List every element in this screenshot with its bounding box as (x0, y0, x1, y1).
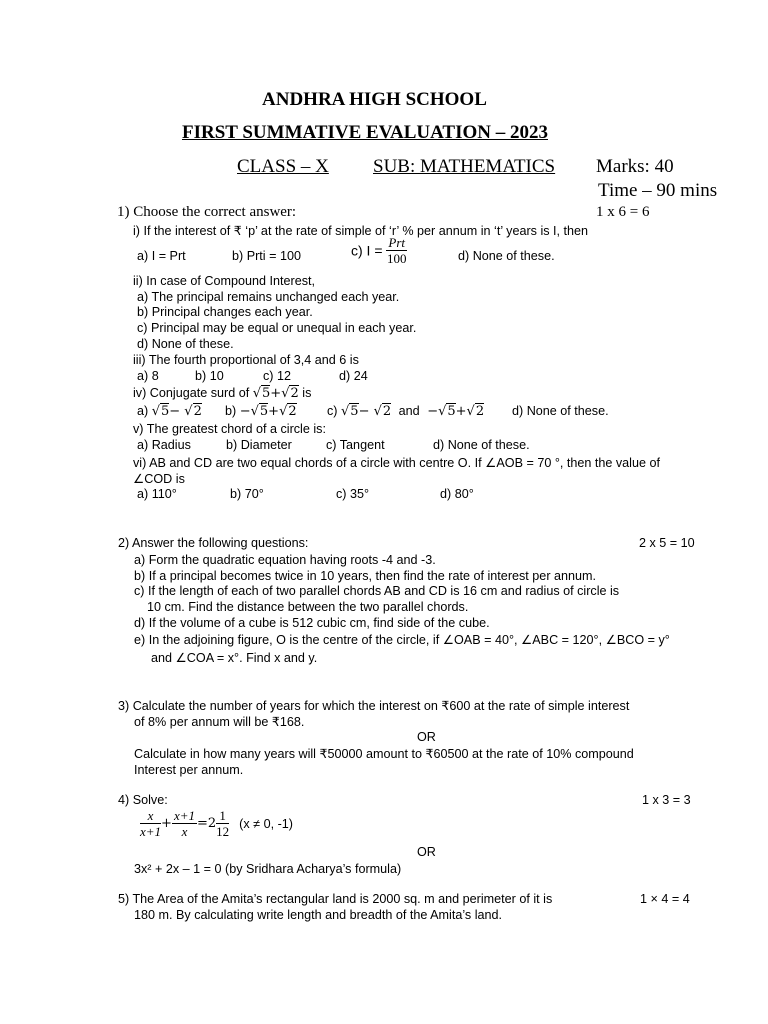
q3-line-1: 3) Calculate the number of years for which the interest on ₹600 at the rate of simple interest (118, 699, 630, 713)
q2-part-c-cont: 10 cm. Find the distance between the two parallel chords. (147, 600, 469, 614)
q1-marks: 1 x 6 = 6 (596, 204, 650, 220)
surd-expression: −√5+√2 (427, 404, 485, 419)
fraction: $\frac{1}{12}$ (216, 808, 230, 839)
q1-i-stem: i) If the interest of ₹ ‘p’ at the rate of simple of ‘r’ % per annum in ‘t’ years is I, then (133, 224, 589, 238)
q1-iv-stem-suffix: is (302, 386, 312, 400)
q1-iv-stem-prefix: iv) Conjugate surd of (133, 386, 250, 400)
q3-line-4: Interest per annum. (134, 763, 244, 777)
subject-label: SUB: MATHEMATICS (373, 156, 556, 177)
marks-label: Marks: 40 (596, 156, 674, 177)
q1-iv-option-b-label: b) (225, 404, 237, 418)
q4-heading: 4) Solve: (118, 793, 168, 807)
fraction-denominator: 100 (386, 251, 407, 266)
q4-marks: 1 x 3 = 3 (642, 793, 691, 807)
q1-ii-stem: ii) In case of Compound Interest, (133, 274, 316, 288)
q1-ii-option-d: d) None of these. (137, 337, 234, 351)
q1-vi-option-c: c) 35° (336, 487, 370, 501)
surd-expression: √5+√2 (252, 386, 299, 401)
surd-expression: √5− √2 (151, 404, 202, 419)
school-name: ANDHRA HIGH SCHOOL (262, 89, 487, 110)
q1-ii-option-c: c) Principal may be equal or unequal in each year. (137, 321, 417, 335)
q1-vi-stem-cont: ∠COD is (133, 472, 185, 486)
surd-expression: −√5+√2 (239, 404, 297, 419)
q1-iii-option-d: d) 24 (339, 369, 368, 383)
q2-part-c: c) If the length of each of two parallel chords AB and CD is 16 cm and radius of circle is (134, 584, 620, 598)
q2-part-e-cont: and ∠COA = x°. Find x and y. (151, 651, 318, 665)
q2-part-b: b) If a principal becomes twice in 10 years, then find the rate of interest per annum. (134, 569, 597, 583)
q1-heading: 1) Choose the correct answer: (117, 204, 297, 220)
q1-ii-option-b: b) Principal changes each year. (137, 305, 313, 319)
q4-or: OR (417, 845, 436, 859)
time-label: Time – 90 mins (598, 180, 718, 201)
q1-v-option-c: c) Tangent (326, 438, 385, 452)
q1-iv-option-c-label: c) (327, 404, 338, 418)
class-label: CLASS – X (237, 156, 329, 177)
q1-i-option-a: a) I = Prt (137, 249, 186, 263)
q1-iii-option-b: b) 10 (195, 369, 224, 383)
q1-v-option-b: b) Diameter (226, 438, 292, 452)
q1-vi-option-d: d) 80° (440, 487, 474, 501)
q3-line-3: Calculate in how many years will ₹50000 amount to ₹60500 at the rate of 10% compound (134, 747, 634, 761)
surd-expression: √5− √2 (341, 404, 392, 419)
q1-i-option-c (351, 236, 407, 265)
q5-line-2: 180 m. By calculating write length and breadth of the Amita’s land. (134, 908, 503, 922)
q1-v-option-d: d) None of these. (433, 438, 530, 452)
q2-marks: 2 x 5 = 10 (639, 536, 695, 550)
q1-v-stem: v) The greatest chord of a circle is: (133, 422, 326, 436)
q1-iv-stem (133, 386, 311, 401)
q2-heading: 2) Answer the following questions: (118, 536, 309, 550)
q1-vi-stem: vi) AB and CD are two equal chords of a circle with centre O. If ∠AOB = 70 °, then the value of (133, 456, 660, 470)
q1-iv-option-d: d) None of these. (512, 404, 609, 418)
fraction: $\frac{x+1}{x}$ (173, 808, 195, 839)
q1-iv-option-a-label: a) (137, 404, 149, 418)
q1-v-option-a: a) Radius (137, 438, 191, 452)
q1-iii-stem: iii) The fourth proportional of 3,4 and 6 is (133, 353, 359, 367)
q1-iii-option-a: a) 8 (137, 369, 159, 383)
q3-or: OR (417, 730, 436, 744)
q1-iv-and: and (398, 404, 420, 418)
q1-ii-option-a: a) The principal remains unchanged each year. (137, 290, 400, 304)
q2-part-e: e) In the adjoining figure, O is the centre of the circle, if ∠OAB = 40°, ∠ABC = 120°, ∠BCO = y° (134, 633, 670, 647)
q4-equation: $\frac{x}{x+1}$ + $\frac{x+1}{x}$ =2 $\frac{1}{12}$ (x ≠ 0, -1) (140, 808, 293, 839)
exam-title: FIRST SUMMATIVE EVALUATION – 2023 (182, 122, 548, 143)
q1-i-option-c-prefix: c) I = (351, 242, 383, 259)
q1-iv-option-a (137, 404, 202, 419)
q1-iii-option-c: c) 12 (263, 369, 291, 383)
q1-iv-option-b (225, 404, 297, 419)
q5-line-1: 5) The Area of the Amita’s rectangular land is 2000 sq. m and perimeter of it is (118, 892, 553, 906)
q4-alt-equation: 3x² + 2x – 1 = 0 (by Sridhara Acharya’s formula) (134, 862, 402, 876)
fraction-numerator: Prt (388, 235, 406, 250)
q2-part-d: d) If the volume of a cube is 512 cubic cm, find side of the cube. (134, 616, 490, 630)
q2-part-a: a) Form the quadratic equation having roots -4 and -3. (134, 553, 436, 567)
q4-condition: (x ≠ 0, -1) (239, 816, 293, 831)
q1-i-option-b: b) Prti = 100 (232, 249, 301, 263)
q5-marks: 1 × 4 = 4 (640, 892, 690, 906)
q1-vi-option-b: b) 70° (230, 487, 264, 501)
q3-line-2: of 8% per annum will be ₹168. (134, 715, 305, 729)
fraction: $\frac{x}{x+1}$ (140, 808, 162, 839)
q1-vi-option-a: a) 110° (137, 487, 177, 501)
q1-i-option-d: d) None of these. (458, 249, 555, 263)
fraction (386, 236, 407, 265)
q1-iv-option-c (327, 404, 484, 419)
